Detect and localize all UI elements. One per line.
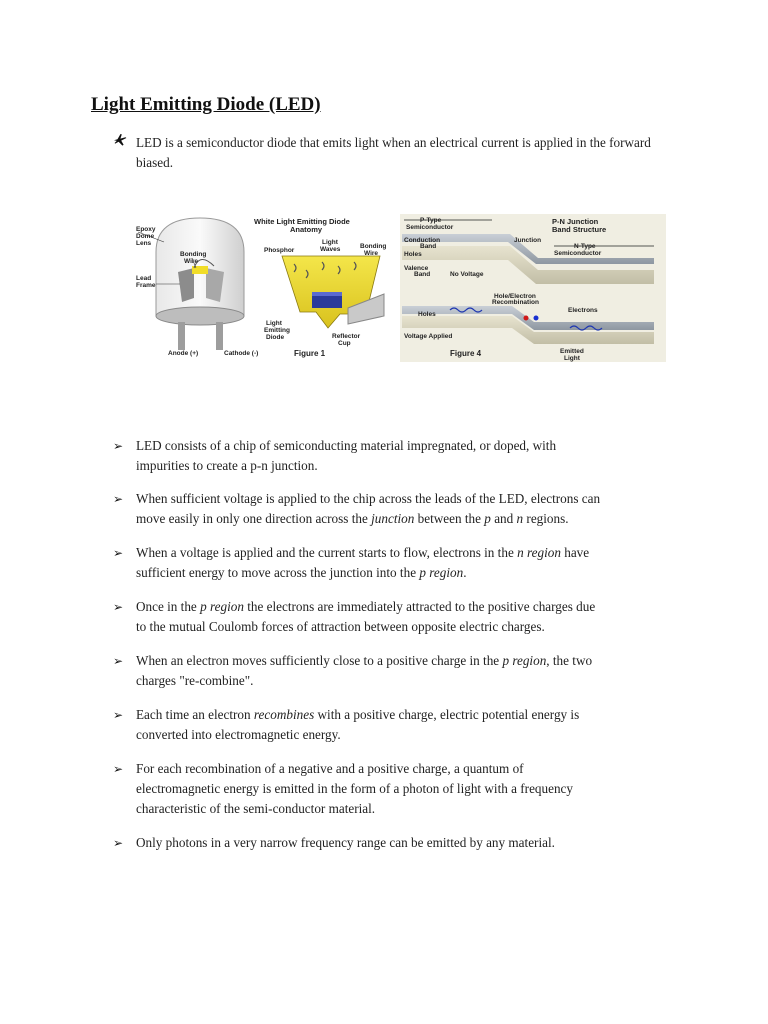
label-light-2: Waves [320,246,341,253]
label-conduction-2: Band [420,243,437,250]
label-valence-1: Valence [404,265,429,272]
label-bonding-2: Wire [184,258,199,265]
label-electrons: Electrons [568,307,598,314]
arrow-bullet-icon: ➢ [113,836,124,850]
fig1-title-2: Anatomy [290,225,323,234]
bullet-2-line-1: When sufficient voltage is applied to the chip across the leads of the LED, electrons can [136,491,601,506]
label-led-1: Light [266,320,282,327]
label-ptype-1: P-Type [420,217,442,224]
label-holes-top: Holes [404,251,422,258]
label-junction: Junction [514,237,542,244]
list-item: ➢ For each recombination of a negative and a positive charge, a quantum of electromagnetic energy is emitted in the form of a photon of light with a frequency characteristic of the semi-conductor material. [113,761,574,816]
list-item: ➢ Once in the p region the electrons are immediately attracted to the positive charges due to the mutual Coulomb forces of attraction between opposite electric charges. [113,599,596,634]
label-bond2-2: Wire [364,250,379,257]
fig4-caption: Figure 4 [450,349,482,358]
label-epoxy-3: Lens [136,240,152,247]
airplane-icon [113,133,129,153]
label-led-2: Emitting [264,327,290,334]
label-voltage-applied: Voltage Applied [404,333,453,340]
label-reflector-1: Reflector [332,333,361,340]
arrow-bullet-icon: ➢ [113,439,124,453]
list-item: ➢ Only photons in a very narrow frequency range can be emitted by any material. [113,833,688,853]
label-lead-1: Lead [136,275,152,282]
label-light-1: Light [322,239,338,246]
phosphor-cup-illustration [282,256,384,328]
label-conduction-1: Conduction [404,237,441,244]
label-emitted-1: Emitted [560,348,584,355]
label-led-3: Diode [266,334,285,341]
bullet-1-line-2: impurities to create a p-n junction. [136,458,318,473]
label-bond2-1: Bonding [360,243,387,250]
label-cathode: Cathode (-) [224,350,259,357]
figure-illustration [134,212,666,366]
page-title: Light Emitting Diode (LED) [91,94,321,115]
label-recomb-1: Hole/Electron [494,293,536,300]
label-lead-2: Frame [136,282,156,289]
label-phosphor: Phosphor [264,247,295,254]
intro-text: LED is a semiconductor diode that emits light when an electrical current is applied in the forward biased. [136,135,651,170]
fig1-title-1: White Light Emitting Diode [254,217,350,226]
list-item: ➢ When a voltage is applied and the current starts to flow, electrons in the n region have sufficient energy to move across the junction into the p region. [113,545,590,580]
arrow-bullet-icon: ➢ [113,600,124,614]
arrow-bullet-icon: ➢ [113,762,124,776]
label-pn-1: P-N Junction [552,217,599,226]
list-item: ➢ When an electron moves sufficiently close to a positive charge in the p region, the two charges "re-combine". [113,653,593,688]
junction-term: junction [371,511,415,526]
label-reflector-2: Cup [338,340,351,347]
label-valence-2: Band [414,271,431,278]
label-ptype-2: Semiconductor [406,224,454,231]
label-recomb-2: Recombination [492,299,539,306]
list-item [113,436,688,476]
fig1-caption: Figure 1 [294,349,326,358]
label-no-voltage: No Voltage [450,271,484,278]
arrow-bullet-icon: ➢ [113,654,124,668]
bullet-1-line-1: LED consists of a chip of semiconducting material impregnated, or doped, with [136,438,557,453]
label-ntype-2: Semiconductor [554,250,602,257]
label-bonding-1: Bonding [180,251,207,258]
arrow-bullet-icon: ➢ [113,492,124,506]
arrow-bullet-icon: ➢ [113,546,124,560]
list-item: ➢ When sufficient voltage is applied to the chip across the leads of the LED, electrons can move easily in only one direction across the junction between the p and n regions. [113,491,601,526]
label-ntype-1: N-Type [574,243,596,250]
intro-paragraph [113,133,688,173]
label-pn-2: Band Structure [552,225,607,234]
led-figures [134,212,666,366]
label-emitted-2: Light [564,355,580,362]
arrow-bullet-icon: ➢ [113,708,124,722]
label-holes-bottom: Holes [418,311,436,318]
label-epoxy-2: Dome [136,233,155,240]
list-item: ➢ Each time an electron recombines with a positive charge, electric potential energy is converted into electromagnetic energy. [113,707,580,742]
label-epoxy-1: Epoxy [136,226,156,233]
label-anode: Anode (+) [168,350,199,357]
